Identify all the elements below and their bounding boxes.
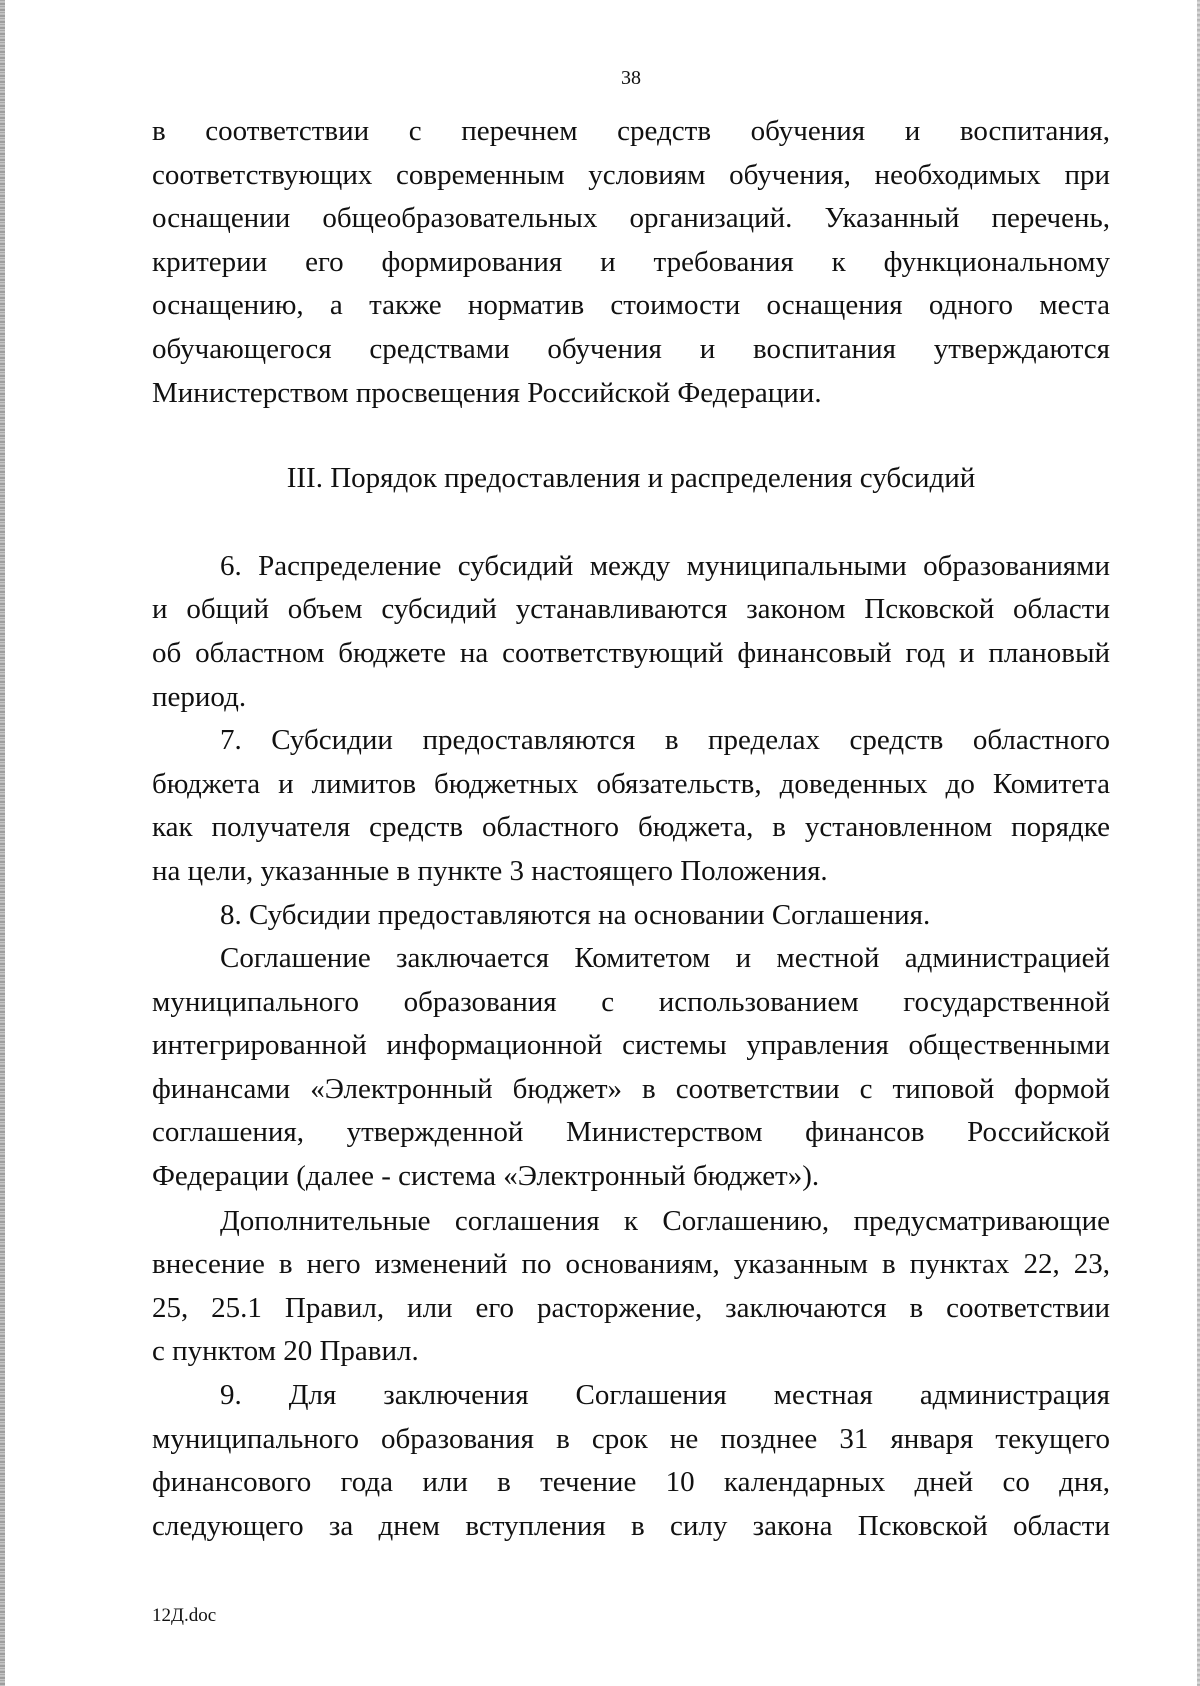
text-line: финансового года или в течение 10 календарных дней со дня, (152, 1466, 1110, 1499)
paragraph-9 (152, 1374, 1110, 1548)
text-line: муниципального образования с использованием государственной (152, 985, 1110, 1018)
text-line: Федерации (далее - система «Электронный бюджет»). (152, 1160, 820, 1193)
text-line: Министерством просвещения Российской Федерации. (152, 376, 822, 409)
paragraph-agreement (152, 937, 1110, 1199)
text-line: Дополнительные соглашения к Соглашению, предусматривающие (220, 1204, 1110, 1237)
text-line: муниципального образования в срок не позднее 31 января текущего (152, 1422, 1110, 1455)
section-heading: III. Порядок предоставления и распределения субсидий (286, 462, 976, 495)
text-line: с пунктом 20 Правил. (152, 1335, 419, 1368)
text-line: внесение в него изменений по основаниям, указанным в пунктах 22, 23, (152, 1248, 1110, 1281)
text-line: оснащении общеобразовательных организаций. Указанный перечень, (152, 202, 1110, 235)
text-line: 8. Субсидии предоставляются на основании Соглашения. (220, 898, 931, 931)
text-line: соглашения, утвержденной Министерством финансов Российской (152, 1116, 1110, 1149)
text-line: финансами «Электронный бюджет» в соответствии с типовой формой (152, 1072, 1110, 1105)
text-line: как получателя средств областного бюджета, в установленном порядке (152, 811, 1110, 844)
text-line: бюджета и лимитов бюджетных обязательств, доведенных до Комитета (152, 767, 1110, 800)
paragraph-7 (152, 719, 1110, 893)
text-line: 7. Субсидии предоставляются в пределах средств областного (220, 724, 1110, 757)
scan-edge-left (0, 0, 5, 1686)
text-line: 9. Для заключения Соглашения местная администрация (220, 1379, 1110, 1412)
text-line: на цели, указанные в пункте 3 настоящего Положения. (152, 854, 828, 887)
document-body (152, 110, 1110, 1548)
text-line: обучающегося средствами обучения и воспитания утверждаются (152, 332, 1110, 365)
intro-paragraph (152, 110, 1110, 415)
text-line: 25, 25.1 Правил, или его расторжение, заключаются в соответствии (152, 1291, 1110, 1324)
paragraph-8 (152, 894, 1110, 938)
paragraph-6 (152, 545, 1110, 719)
page-number: 38 (621, 67, 641, 89)
text-line: 6. Распределение субсидий между муниципальными образованиями (220, 549, 1110, 582)
text-line: соответствующих современным условиям обучения, необходимых при (152, 158, 1110, 191)
text-line: критерии его формирования и требования к функциональному (152, 245, 1110, 278)
text-line: период. (152, 680, 247, 713)
paragraph-additional-agreements (152, 1200, 1110, 1374)
text-line: интегрированной информационной системы управления общественными (152, 1029, 1110, 1062)
footer-filename: 12Д.doc (152, 1605, 217, 1626)
text-line: в соответствии с перечнем средств обучения и воспитания, (152, 115, 1110, 147)
text-line: Соглашение заключается Комитетом и местной администрацией (220, 942, 1110, 975)
text-line: оснащению, а также норматив стоимости оснащения одного места (152, 289, 1110, 322)
text-line: и общий объем субсидий устанавливаются законом Псковской области (152, 593, 1110, 626)
text-line: об областном бюджете на соответствующий финансовый год и плановый (152, 636, 1110, 669)
text-line: следующего за днем вступления в силу закона Псковской области (152, 1509, 1110, 1542)
